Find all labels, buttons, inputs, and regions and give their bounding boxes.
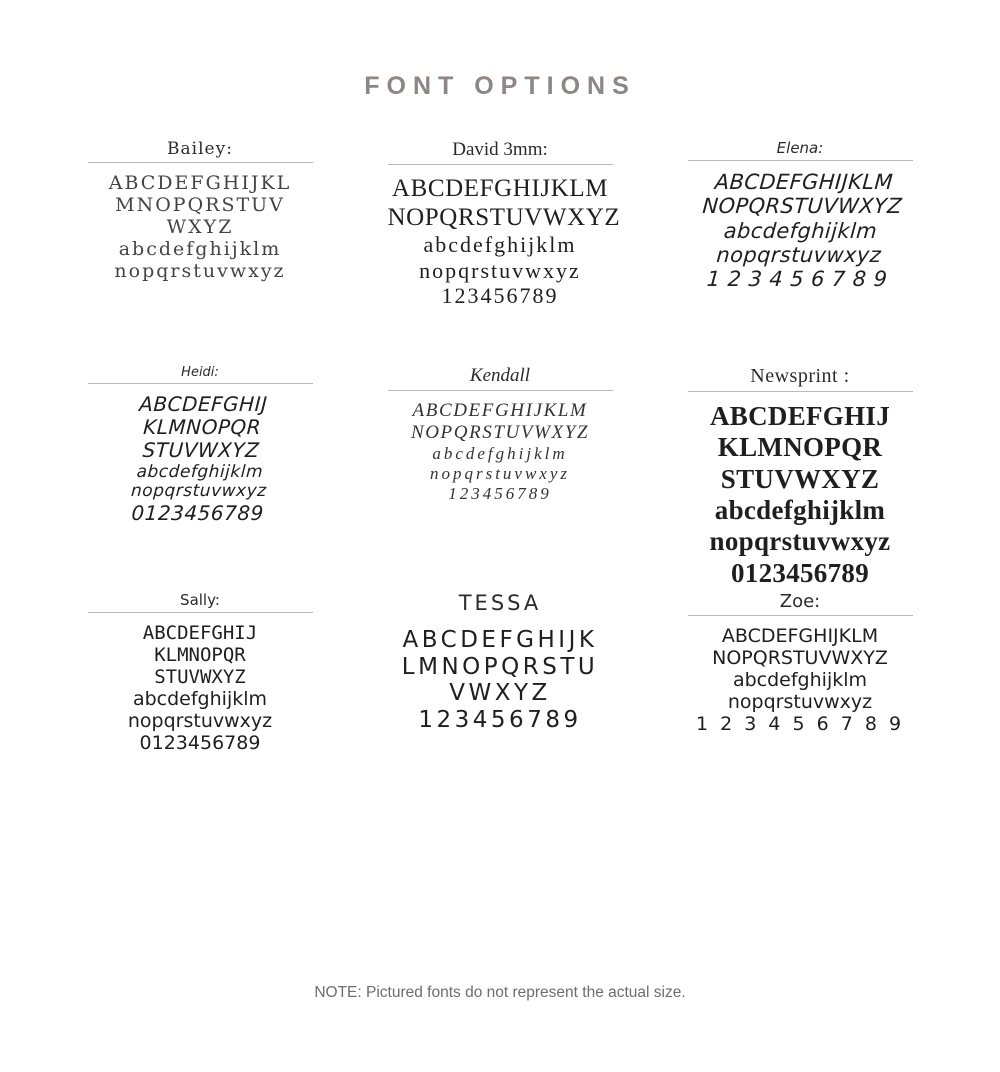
sample-line: STUVWXYZ: [720, 463, 880, 494]
sample-line: ABCDEFGHIJKLM: [412, 400, 588, 421]
sample-line: abcdefghijklm: [132, 688, 268, 711]
sample-line: NOPQRSTUVWXYZ: [701, 194, 903, 219]
font-specimen-grid: [55, 139, 945, 817]
page-title: FONT OPTIONS: [364, 72, 636, 100]
sample-line: nopqrstuvwxyz: [709, 526, 891, 557]
font-specimen-kendall: [355, 365, 645, 591]
sample-line: 0123456789: [130, 501, 264, 525]
sample-line: nopqrstuvwxyz: [419, 257, 581, 283]
sample-line: 123456789: [448, 483, 552, 503]
font-name-label: Zoe:: [688, 591, 913, 616]
font-sample: [88, 172, 313, 282]
sample-line: KLMNOPQR: [142, 415, 262, 440]
sample-line: abcdefghijklm: [432, 444, 568, 464]
sample-line: nopqrstuvwxyz: [127, 710, 273, 733]
sample-line: nopqrstuvwxyz: [429, 463, 571, 483]
sample-line: 123456789: [441, 283, 559, 309]
sample-line: WXYZ: [166, 216, 234, 239]
font-sample: [688, 401, 913, 589]
sample-line: ABCDEFGHIJK: [402, 627, 598, 653]
sample-line: NOPQRSTUVWXYZ: [387, 204, 621, 231]
font-name-label: David 3mm:: [388, 139, 613, 165]
font-sample: [683, 170, 917, 292]
sample-line: STUVWXYZ: [154, 666, 246, 689]
sample-line: nopqrstuvwxyz: [727, 691, 873, 714]
sample-line: abcdefghijklm: [732, 669, 868, 692]
sample-line: 1 2 3 4 5 6 7 8 9: [695, 713, 905, 736]
font-specimen-david-3mm: [355, 139, 645, 365]
sample-line: KLMNOPQR: [154, 644, 246, 667]
sample-line: abcdefghijklm: [714, 494, 886, 525]
font-sample: [387, 174, 621, 309]
font-name-label: TESSA: [458, 591, 542, 615]
font-name-label: Sally:: [88, 591, 313, 613]
sample-line: ABCDEFGHIJKLM: [713, 170, 894, 194]
sample-line: KLMNOPQR: [717, 432, 883, 463]
sample-line: NOPQRSTUVWXYZ: [712, 647, 888, 670]
sample-line: abcdefghijklm: [423, 232, 577, 257]
font-sample: [688, 625, 913, 735]
font-specimen-newsprint: [655, 365, 945, 591]
footer-note: NOTE: Pictured fonts do not represent the actual size.: [314, 984, 686, 1001]
sample-line: 0123456789: [139, 732, 261, 755]
font-options-page: [0, 72, 1000, 1072]
sample-line: abcdefghijklm: [118, 238, 282, 261]
sample-line: 123456789: [418, 707, 582, 734]
font-specimen-zoe: [655, 591, 945, 817]
font-name-label: Heidi:: [88, 365, 313, 384]
sample-line: STUVWXYZ: [141, 438, 260, 463]
sample-line: ABCDEFGHIJKLM: [721, 625, 879, 647]
sample-line: nopqrstuvwxyz: [114, 260, 286, 283]
font-specimen-sally: [55, 591, 345, 817]
sample-line: VWXYZ: [449, 680, 551, 707]
font-specimen-bailey: [55, 139, 345, 365]
sample-line: ABCDEFGHIJ: [142, 622, 258, 644]
font-name-label: Newsprint :: [688, 365, 913, 392]
sample-line: nopqrstuvwxyz: [715, 243, 882, 268]
sample-line: ABCDEFGHIJKL: [108, 172, 292, 194]
font-sample: [388, 400, 613, 503]
sample-line: 0123456789: [731, 557, 869, 588]
sample-line: ABCDEFGHIJ: [138, 392, 268, 416]
font-name-label: Bailey:: [88, 139, 313, 163]
sample-line: abcdefghijklm: [135, 461, 264, 482]
font-sample: [88, 622, 313, 754]
font-specimen-elena: [655, 139, 945, 365]
sample-line: abcdefghijklm: [722, 218, 878, 243]
font-name-label: Kendall: [388, 365, 613, 391]
sample-line: NOPQRSTUVWXYZ: [410, 422, 590, 444]
font-name-label: Elena:: [688, 139, 913, 161]
sample-line: nopqrstuvwxyz: [130, 481, 267, 502]
sample-line: LMNOPQRSTU: [401, 653, 599, 680]
font-sample: [84, 393, 316, 525]
sample-line: MNOPQRSTUV: [115, 194, 285, 217]
sample-line: ABCDEFGHIJKLM: [391, 175, 609, 202]
font-sample: [388, 627, 613, 734]
font-specimen-heidi: [55, 365, 345, 591]
sample-line: ABCDEFGHIJ: [709, 401, 891, 431]
sample-line: 1 2 3 4 5 6 7 8 9: [705, 267, 888, 292]
font-specimen-tessa: [355, 591, 645, 817]
